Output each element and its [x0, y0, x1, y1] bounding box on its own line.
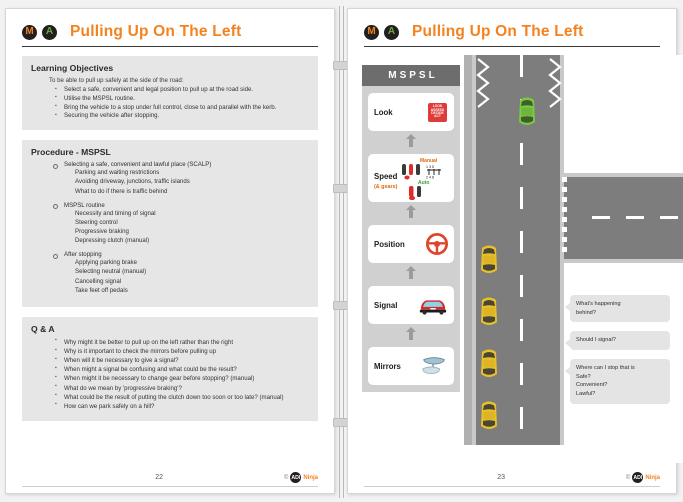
adi-logo-mark: ADI	[632, 472, 643, 483]
list-item: ▪ How can we park safely on a hill?	[55, 402, 309, 411]
list-item: ▪ When might a signal be confusing and what could be the result?	[55, 365, 309, 374]
car-yellow-parked	[478, 347, 500, 381]
logo-badge-m: M	[364, 25, 379, 40]
procedure-group-title: After stopping	[53, 251, 309, 258]
list-item: ▪ What could be the result of putting the clutch down too soon or too late? (manual)	[55, 393, 309, 402]
rear-view-mirror-icon	[420, 355, 448, 377]
header-row	[364, 23, 660, 41]
procedure-subitem: Take feet off pedals	[75, 286, 128, 294]
learning-objectives-list	[55, 86, 309, 121]
step-label: Position	[374, 239, 405, 249]
list-item: ▪ Why might it be better to pull up on the left rather than the right	[55, 338, 309, 347]
header-rule	[364, 46, 660, 47]
mspsl-step-position	[368, 225, 454, 263]
callout-line: Convenient?	[576, 382, 608, 389]
side-road-kerb-top	[564, 173, 683, 177]
procedure-subitem: Applying parking brake	[75, 259, 137, 267]
arrow-up-icon	[362, 134, 460, 147]
svg-text:Auto: Auto	[418, 180, 430, 186]
procedure-heading: Procedure - MSPSL	[31, 147, 111, 158]
procedure-subitem: Parking and waiting restrictions	[75, 169, 160, 177]
mspsl-step-mirrors	[368, 347, 454, 385]
page-number: 22	[155, 474, 163, 481]
red-car-icon	[418, 294, 448, 316]
side-road-centre-line	[592, 216, 683, 219]
page-right	[347, 8, 677, 494]
qa-heading: Q & A	[31, 323, 55, 334]
adi-logo-text: Ninja	[303, 474, 318, 481]
header-row	[22, 23, 318, 41]
page-title: Pulling Up On The Left	[70, 23, 242, 40]
list-item: ▪ Securing the vehicle after stopping.	[55, 112, 309, 121]
list-item: ▪ When will it be necessary to give a signal?	[55, 356, 309, 365]
learning-objectives-intro: To be able to pull up safely at the side of the road:	[49, 77, 184, 84]
callout-whats-happening-behind	[570, 295, 670, 322]
step-label: Look	[374, 107, 393, 117]
car-green-moving	[516, 95, 538, 129]
step-label: Mirrors	[374, 361, 401, 371]
list-item: ▪ When might it be necessary to change gear before stopping? (manual)	[55, 374, 309, 383]
copyright-block	[284, 472, 318, 483]
sign-line: DECIDE	[431, 111, 444, 115]
arrow-up-icon	[362, 205, 460, 218]
adi-logo-mark: ADI	[290, 472, 301, 483]
callout-line: What's happening	[576, 301, 621, 307]
qa-panel	[22, 317, 318, 421]
step-label: Speed	[374, 172, 398, 181]
procedure-subitem: Avoiding driveway, junctions, traffic islands	[75, 178, 190, 186]
procedure-subitem: Necessity and timing of signal	[75, 209, 156, 217]
give-way-markings	[562, 177, 567, 257]
svg-text:Manual: Manual	[420, 158, 438, 164]
page-left	[5, 8, 335, 494]
callout-where-can-i-stop	[570, 359, 670, 404]
callout-group	[570, 295, 670, 413]
sign-line: ACT	[434, 114, 441, 119]
zigzag-markings-left	[476, 57, 494, 117]
procedure-group	[53, 251, 309, 295]
background-fill	[564, 55, 683, 173]
logo-badge-a: A	[42, 25, 57, 40]
procedure-subitem: What to do if there is traffic behind	[75, 187, 168, 195]
callout-line: Lawful?	[576, 390, 596, 397]
car-yellow-parked	[478, 243, 500, 277]
page-footer-right	[364, 472, 660, 483]
qa-list	[55, 338, 309, 411]
procedure-group	[53, 161, 309, 195]
procedure-group-title: Selecting a safe, convenient and lawful place (SCALP)	[53, 161, 309, 168]
steering-wheel-icon	[426, 233, 448, 255]
list-item: ▪ Select a safe, convenient and legal position to pull up at the road side.	[55, 86, 309, 95]
footer-rule	[22, 486, 318, 487]
sign-line: LOOK	[432, 104, 443, 109]
procedure-group	[53, 202, 309, 246]
look-assess-decide-act-sign-icon	[427, 102, 448, 123]
mspsl-step-speed	[368, 154, 454, 202]
page-header-left	[6, 9, 334, 47]
callout-should-i-signal	[570, 331, 670, 350]
step-sublabel: (& gears)	[374, 184, 398, 190]
sign-line: ASSESS	[430, 107, 445, 112]
procedure-group-title: MSPSL routine	[53, 202, 309, 209]
copyright-block	[626, 472, 660, 483]
car-yellow-parked	[478, 295, 500, 329]
mspsl-step-look	[368, 93, 454, 131]
learning-objectives-panel	[22, 56, 318, 130]
right-page-body	[348, 55, 676, 455]
list-item: ▪ Utilise the MSPSL routine.	[55, 95, 309, 104]
mspsl-panel	[362, 65, 460, 392]
copyright-icon: ©	[283, 474, 289, 481]
mspsl-step-signal	[368, 286, 454, 324]
procedure-panel	[22, 140, 318, 307]
arrow-up-icon	[362, 327, 460, 340]
list-item: ▪ Bring the vehicle to a stop under full control, close to and parallel with the kerb.	[55, 104, 309, 113]
logo-badge-a: A	[384, 25, 399, 40]
footer-rule	[364, 486, 660, 487]
side-road-kerb-bottom	[564, 259, 683, 263]
pedals-and-gearstick-icon	[398, 156, 448, 200]
page-title: Pulling Up On The Left	[412, 23, 584, 40]
car-yellow-parked	[478, 399, 500, 433]
list-item: ▪ What do we mean by 'progressive braking'?	[55, 384, 309, 393]
mspsl-panel-title: MSPSL	[362, 65, 460, 86]
step-label: Signal	[374, 300, 398, 310]
svg-text:2 4 6: 2 4 6	[426, 175, 434, 180]
page-footer-left	[22, 472, 318, 483]
header-rule	[22, 46, 318, 47]
procedure-subitem: Cancelling signal	[75, 277, 122, 285]
arrow-up-icon	[362, 266, 460, 279]
list-item: ▪ Why is it important to check the mirrors before pulling up	[55, 347, 309, 356]
logo-badge-m: M	[22, 25, 37, 40]
procedure-subitem: Progressive braking	[75, 228, 129, 236]
callout-line: Safe?	[576, 373, 591, 380]
adi-logo-text: Ninja	[645, 474, 660, 481]
procedure-subitem: Steering control	[75, 218, 118, 226]
svg-text:1 3 5: 1 3 5	[426, 165, 434, 169]
page-number: 23	[497, 474, 505, 481]
procedure-subitem: Depressing clutch (manual)	[75, 237, 150, 245]
page-header-right	[348, 9, 676, 47]
procedure-subitem: Selecting neutral (manual)	[75, 268, 147, 276]
callout-line: Should I signal?	[576, 337, 616, 344]
learning-objectives-heading: Learning Objectives	[31, 63, 114, 73]
callout-line: Where can I stop that is	[576, 364, 635, 371]
copyright-icon: ©	[625, 474, 631, 481]
callout-line: behind?	[576, 309, 596, 316]
